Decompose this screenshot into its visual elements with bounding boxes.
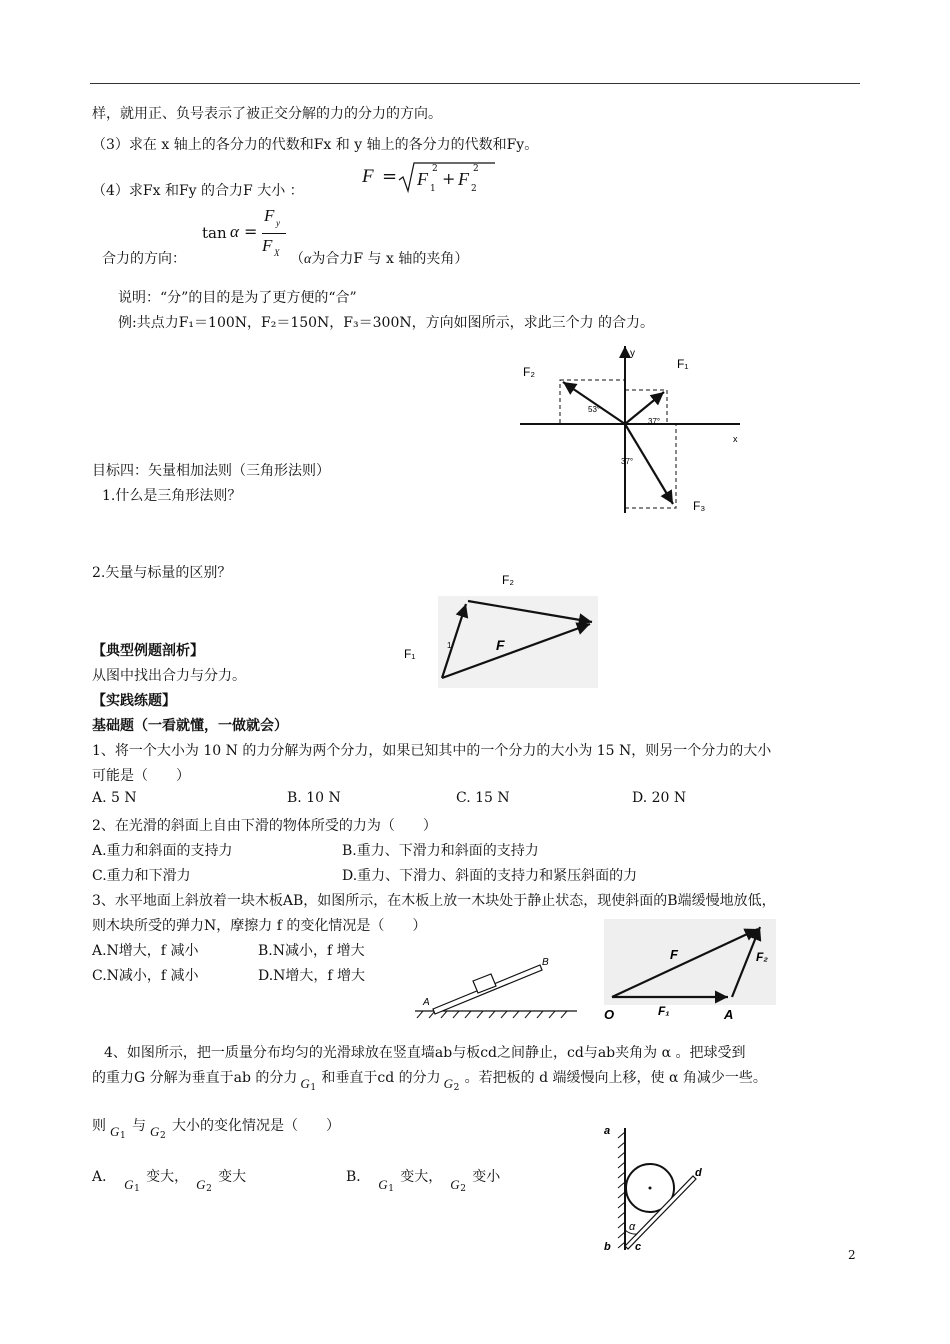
label-F: F [670,947,678,962]
label-1: 1 [447,641,452,650]
label-b: b [604,1241,611,1253]
option: C.重力和下滑力 [92,868,191,884]
g1-letter: G [110,1124,120,1139]
option: D.N增大，f 增大 [258,968,366,984]
label-A: A [724,1007,734,1022]
question: 1、将一个大小为 10 N 的力分解为两个分力，如果已知其中的一个分力的大小为 15 N，则另一个分力的大小 [92,743,772,759]
label-F1: F₁ [677,357,689,371]
formula-Fy: F [264,206,275,225]
figure-triangle-rule [400,568,610,693]
p4c-text-3: 大小的变化情况是（ ） [172,1118,340,1134]
label-x: x [733,434,738,444]
text-line: （3）求在 x 轴上的各分力的代数和Fx 和 y 轴上的各分力的代数和Fy。 [92,137,539,153]
formula-eq2: = [244,222,258,241]
g1-letter: G [378,1177,388,1192]
page-number: 2 [848,1248,856,1262]
g1-letter: G [124,1177,134,1192]
p4-text-1: 的重力G 分解为垂直于ab 的分力 [92,1070,298,1086]
option: B.N减小，f 增大 [258,943,365,959]
g1-symbol [120,1167,142,1194]
question: 则木块所受的弹力N，摩擦力 f 的变化情况是（ ） [92,918,427,934]
text-line: 例:共点力F₁＝100N，F₂＝150N，F₃＝300N，方向如图所示，求此三个力 的合力。 [118,315,655,331]
option-A-label: A． [92,1169,117,1185]
g1-sub: 1 [310,1083,317,1093]
g1-letter: G [300,1076,310,1091]
option-B-part2: 变小 [472,1169,501,1185]
g2-letter: G [443,1076,454,1091]
label-c: c [635,1241,642,1253]
option: B. 10 N [287,790,341,806]
question [92,1067,767,1093]
p4-text-2: 和垂直于cd 的分力 [321,1070,441,1086]
option-A-part1: 变大， [146,1169,189,1185]
figure-force-decomposition [515,338,760,518]
p4-text-3: 。若把板的 d 端缓慢向上移，使 α 角减少一些。 [464,1070,767,1086]
g1-symbol [300,1068,318,1093]
option: A.N增大，f 减小 [92,943,199,959]
label-alpha: α [629,1221,636,1233]
label-O: O [604,1007,615,1022]
wall-hatch [618,1132,625,1248]
g2-sub: 2 [460,1184,467,1194]
g2-sub: 2 [160,1131,166,1141]
label-37deg-b: 37° [621,457,634,466]
text-line: 样，就用正、负号表示了被正交分解的力的分力的方向。 [92,106,442,122]
option-B-part1: 变大， [400,1169,443,1185]
formula-F2-sup: 2 [473,164,479,174]
formula-alpha: α [230,222,239,241]
label-A: A [423,997,430,1008]
formula-tan: tan [202,224,227,242]
label-F2: F₂ [523,365,535,379]
header-rule [90,83,860,84]
label-y: y [630,348,635,359]
g1-sub: 1 [134,1184,140,1194]
text-line: 从图中找出合力与分力。 [92,668,246,684]
label-F1: F₁ [658,1004,670,1018]
formula-F1-sub: 1 [430,184,436,194]
g2-sub: 2 [453,1083,460,1093]
question: 4、如图所示，把一质量分布均匀的光滑球放在竖直墙ab与板cd之间静止，cd与ab夹角为 α 。把球受到 [104,1045,746,1061]
section-heading: 基础题（一看就懂，一做就会） [92,718,288,734]
option [92,1166,247,1194]
formula-magnitude [362,160,502,196]
formula-F: F [362,166,374,187]
formula-F1: F [417,169,428,189]
question [92,1115,340,1141]
question: 3、水平地面上斜放着一块木板AB，如图所示，在木板上放一木块处于静止状态，现使斜面的B端缓慢地放低， [92,893,776,909]
g2-letter: G [450,1177,460,1192]
label-F2: F₂ [756,950,768,964]
label-a: a [604,1125,611,1137]
option: B.重力、下滑力和斜面的支持力 [342,843,539,859]
label-F: F [496,637,505,653]
option: D. 20 N [632,790,687,806]
g2-symbol [443,1068,462,1093]
label-53deg: 53° [588,405,601,414]
label-F2: F₂ [502,573,514,587]
formula-Fy-sub: y [276,218,280,228]
option: A. 5 N [92,790,137,806]
formula-plus: + [442,169,456,188]
question: 2.矢量与标量的区别？ [92,565,232,581]
goal-heading: 目标四：矢量相加法则（三角形法则） [92,463,330,479]
option-B-label: B． [346,1169,371,1185]
g2-symbol [150,1116,168,1141]
formula-Fx-sub: X [274,248,280,258]
figure-ball-wall [595,1118,715,1258]
label-37deg: 37° [648,417,661,426]
label-B: B [542,957,549,968]
f2-arrow [563,382,625,424]
note-alpha: α [304,252,312,267]
section-heading: 【典型例题剖析】 [92,643,204,659]
g2-symbol [446,1167,468,1194]
text-line [290,248,468,268]
formula-F1-sup: 2 [432,164,438,174]
g2-symbol [192,1167,214,1194]
formula-Fx: F [262,236,273,255]
p4c-text-2: 与 [132,1118,146,1134]
g2-sub: 2 [206,1184,212,1194]
g1-sub: 1 [388,1184,395,1194]
question: 1.什么是三角形法则？ [102,488,242,504]
section-heading: 【实践练题】 [92,693,176,709]
text-line: 合力的方向： [102,251,186,267]
label-F3: F₃ [693,499,706,513]
option: A.重力和斜面的支持力 [92,843,233,859]
label-d: d [695,1167,702,1179]
g2-letter: G [196,1177,206,1192]
question: 2、在光滑的斜面上自由下滑的物体所受的力为（ ） [92,818,437,834]
formula-F2: F [458,169,469,189]
fraction-bar [262,233,286,234]
text-line: （4）求Fx 和Fy 的合力F 大小 ： [92,183,304,199]
figure-vector-triangle [600,915,780,1025]
formula-F2-sub: 2 [471,184,477,194]
note-open: （ [290,251,304,267]
g1-symbol [374,1167,396,1194]
option-A-part2: 变大 [218,1169,247,1185]
option: D.重力、下滑力、斜面的支持力和紧压斜面的力 [342,868,638,884]
option: C.N减小，f 减小 [92,968,199,984]
label-F1: F₁ [404,647,416,661]
p4c-text-1: 则 [92,1118,106,1134]
g1-sub: 1 [120,1131,126,1141]
question: 可能是（ ） [92,768,190,784]
formula-eq: = [382,166,398,187]
figure-incline-board [405,945,580,1020]
ball-center [649,1187,652,1190]
note-text: 为合力F 与 x 轴的夹角） [311,251,469,267]
g1-symbol [110,1116,128,1141]
option: C. 15 N [456,790,510,806]
option [346,1166,501,1194]
g2-letter: G [150,1124,160,1139]
text-line: 说明：“分”的目的是为了更方便的“合” [118,290,357,306]
